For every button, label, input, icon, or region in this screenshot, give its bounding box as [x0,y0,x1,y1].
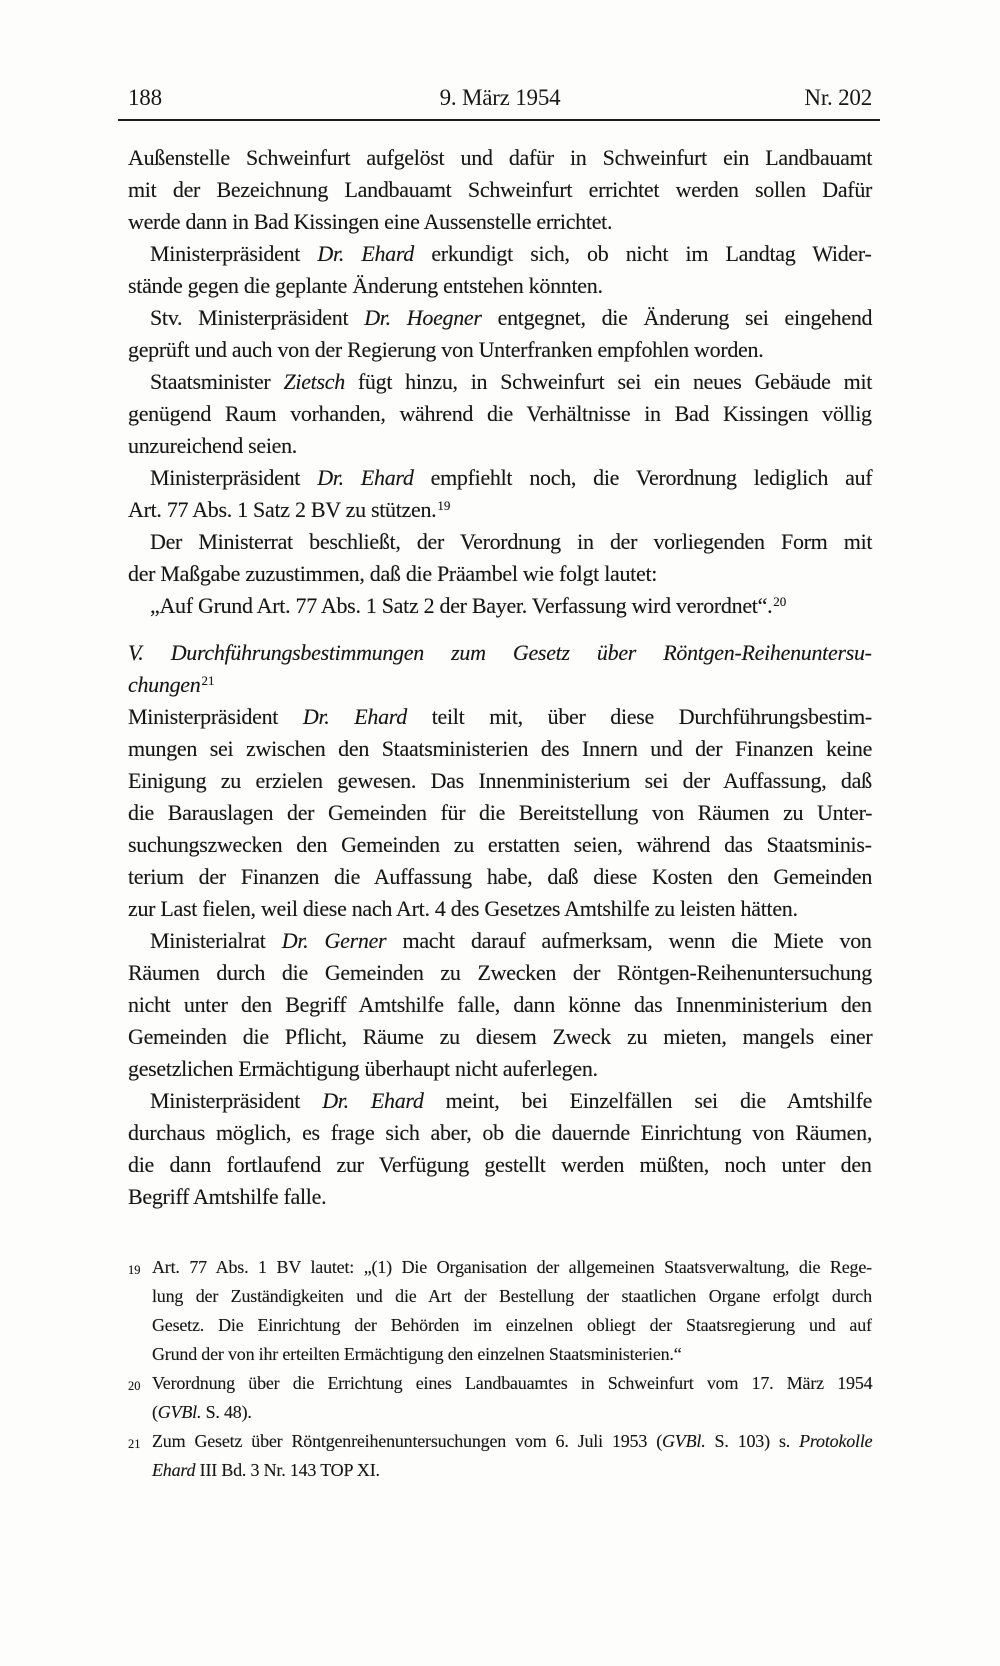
text-line [128,861,872,893]
text-line [128,1021,872,1053]
paragraph [128,701,872,925]
text-line [128,797,872,829]
text-line-content [152,1311,872,1340]
text-line-content [152,1427,872,1456]
text-line [128,558,872,590]
text-line [128,829,872,861]
text-run: entgegnet, die Änderung sei eingehend [481,305,873,330]
text-line-content [128,829,872,861]
italic-name: Ehard [152,1460,196,1480]
text-line-content [152,1253,872,1282]
text-line [128,206,872,238]
text-run: S. 103) s. [705,1431,800,1451]
text-line-content [128,1181,326,1213]
text-run: Verordnung über die Errichtung eines Landbauamtes in Schweinfurt vom 17. März 1954 [152,1373,873,1393]
text-line [128,238,872,270]
text-line-content [128,733,872,765]
italic-name: Protokolle [799,1431,873,1451]
italic-name: Dr. Ehard [322,1088,424,1113]
text-run: Ministerialrat [150,928,282,953]
text-run: der Maßgabe zuzustimmen, daß die Präambel wie folgt lautet: [128,561,658,586]
text-run: durchaus möglich, es frage sich aber, ob die dauernde Einrichtung von Räumen, [128,1120,873,1145]
text-run: „Auf Grund Art. 77 Abs. 1 Satz 2 der Bayer. Verfassung wird verordnet“. [150,593,773,618]
italic-name: Dr. Ehard [302,704,407,729]
text-line-content [150,1085,872,1117]
text-line [152,1282,872,1311]
text-run: genügend Raum vorhanden, während die Verhältnisse in Bad Kissingen völlig [128,401,872,426]
text-line-content [150,238,872,270]
text-line-content [128,430,297,462]
text-line-content [152,1282,872,1311]
text-run: Grund der von ihr erteilten Ermächtigung den einzelnen Staatsministerien.“ [152,1344,682,1364]
header-rule [118,119,880,121]
text-line [128,270,872,302]
body-text [128,142,872,1213]
text-line [152,1456,872,1485]
text-run: mungen sei zwischen den Staatsministerien des Innern und der Finanzen keine [128,736,873,761]
footnote-marker: 21 [128,1437,141,1451]
italic-name: Dr. Ehard [317,241,415,266]
text-line [152,1253,872,1282]
text-line [128,669,872,701]
text-run: Außenstelle Schweinfurt aufgelöst und dafür in Schweinfurt ein Landbauamt [128,145,873,170]
text-run: chungen [128,672,201,697]
text-run: macht darauf aufmerksam, wenn die Miete von [386,928,872,953]
text-run: V. Durchführungsbestimmungen zum Gesetz über Röntgen-Reihenuntersu- [128,640,872,665]
text-line [128,989,872,1021]
text-run: Gesetz. Die Einrichtung der Behörden im einzelnen obliegt der Staatsregierung und auf [152,1315,872,1335]
text-line [128,925,872,957]
text-line [128,1053,872,1085]
text-line-content [128,1021,872,1053]
text-run: Ministerpräsident [150,465,318,490]
text-run: Ministerpräsident [150,241,318,266]
footnote-ref: 21 [201,673,215,688]
paragraph [128,590,872,622]
header-date: 9. März 1954 [439,85,561,110]
text-line-content [128,637,872,669]
text-line [128,430,872,462]
text-run: lung der Zuständigkeiten und die Art der Bestellung der staatlichen Organe erfolgt durch [152,1286,872,1306]
text-run: meint, bei Einzelfällen sei die Amtshilfe [423,1088,873,1113]
text-line [128,1149,872,1181]
footnote [128,1427,872,1485]
text-line [152,1398,872,1427]
text-line [128,1085,872,1117]
text-line-content [128,270,603,302]
italic-name: GVBl. [157,1402,202,1422]
issue-number: Nr. 202 [804,85,873,110]
text-run: empfiehlt noch, die Verordnung lediglich auf [413,465,873,490]
text-line-content [128,765,872,797]
paragraph [128,1085,872,1213]
footnote [128,1253,872,1369]
text-run: Ministerpräsident [150,1088,323,1113]
text-run: Gemeinden die Pflicht, Räume zu diesem Zweck zu mieten, mangels einer [128,1024,873,1049]
text-run: erkundigt sich, ob nicht im Landtag Wider- [414,241,872,266]
text-run: suchungszwecken den Gemeinden zu erstatten seien, während das Staatsminis- [128,832,872,857]
italic-name: Zietsch [283,369,345,394]
text-run: Art. 77 Abs. 1 Satz 2 BV zu stützen. [128,497,437,522]
text-line [128,462,872,494]
text-run: gesetzlichen Ermächtigung überhaupt nicht auferlegen. [128,1056,598,1081]
text-line [128,142,872,174]
text-line [128,733,872,765]
footnote-ref: 19 [437,498,451,513]
text-line-content [128,1149,872,1181]
text-run: Stv. Ministerpräsident [150,305,365,330]
text-line [128,893,872,925]
text-line-content [128,669,214,704]
paragraph [128,462,872,526]
text-line [152,1311,872,1340]
text-line-content [150,526,872,558]
italic-name: Dr. Gerner [281,928,387,953]
text-run: die Barauslagen der Gemeinden für die Bereitstellung von Räumen zu Unter- [128,800,873,825]
text-run: S. 48). [201,1402,252,1422]
text-line-content [128,1053,598,1085]
text-line [128,590,872,622]
text-run: Zum Gesetz über Röntgenreihenuntersuchungen vom 6. Juli 1953 ( [152,1431,662,1451]
text-run: III Bd. 3 Nr. 143 TOP XI. [195,1460,380,1480]
footnote-ref: 20 [773,594,787,609]
text-line-content [150,462,872,494]
footnote-marker: 19 [128,1263,141,1277]
paragraph [128,526,872,590]
text-line-content [128,861,872,893]
text-line-content [128,989,872,1021]
page-number: 188 [128,85,162,110]
text-run: zur Last fielen, weil diese nach Art. 4 des Gesetzes Amtshilfe zu leisten hätten. [128,896,798,921]
text-line-content [152,1398,252,1427]
section-heading [128,637,872,701]
text-line-content [150,366,872,398]
paragraph [128,925,872,1085]
paragraph [128,302,872,366]
text-line-content [150,925,872,957]
text-run: Staatsminister [150,369,284,394]
text-run: werde dann in Bad Kissingen eine Aussenstelle errichtet. [128,209,613,234]
footnotes-section [128,1253,872,1485]
text-line-content [128,398,872,430]
text-run: fügt hinzu, in Schweinfurt sei ein neues Gebäude mit [344,369,873,394]
text-line [128,637,872,669]
italic-name: GVBl. [662,1431,706,1451]
text-run: Begriff Amtshilfe falle. [128,1184,327,1209]
text-line [128,1117,872,1149]
text-line [128,494,872,526]
text-line-content [128,701,872,733]
text-run: die dann fortlaufend zur Verfügung gestellt werden müßten, noch unter den [128,1152,872,1177]
text-line-content [128,494,450,529]
text-run: nicht unter den Begriff Amtshilfe falle, dann könne das Innenministerium den [128,992,872,1017]
text-line [128,366,872,398]
footnote [128,1369,872,1427]
text-line [128,334,872,366]
text-line-content [128,174,872,206]
text-line-content [150,590,786,625]
text-run: geprüft und auch von der Regierung von Unterfranken empfohlen worden. [128,337,764,362]
text-line [128,957,872,989]
footnote-marker: 20 [128,1379,141,1393]
text-line [152,1369,872,1398]
italic-name: Dr. Ehard [317,465,414,490]
text-line-content [152,1456,380,1485]
text-line [128,765,872,797]
text-run: Ministerpräsident [128,704,303,729]
text-line [152,1340,872,1369]
paragraph [128,142,872,238]
text-run: unzureichend seien. [128,433,298,458]
text-run: terium der Finanzen die Auffassung habe, daß diese Kosten den Gemeinden [128,864,873,889]
paragraph [128,238,872,302]
text-line-content [152,1340,682,1369]
text-line-content [150,302,872,334]
text-line-content [128,334,763,366]
text-line [128,398,872,430]
text-run: stände gegen die geplante Änderung entstehen könnten. [128,273,603,298]
text-run: ( [152,1402,158,1422]
text-run: mit der Bezeichnung Landbauamt Schweinfurt errichtet werden sollen Dafür [128,177,873,202]
text-run: Einigung zu erzielen gewesen. Das Innenministerium sei der Auffassung, daß [128,768,872,793]
text-line-content [128,797,872,829]
text-line [128,526,872,558]
text-line-content [128,1117,872,1149]
text-line [128,701,872,733]
page-header [128,0,872,112]
text-line-content [152,1369,872,1398]
paragraph [128,366,872,462]
text-line [128,1181,872,1213]
text-line-content [128,957,872,989]
text-line-content [128,893,798,925]
text-line [128,302,872,334]
italic-name: Dr. Hoegner [364,305,482,330]
text-run: Räumen durch die Gemeinden zu Zwecken der Röntgen-Reihenuntersuchung [128,960,872,985]
text-run: Art. 77 Abs. 1 BV lautet: „(1) Die Organisation der allgemeinen Staatsverwaltung, die Rege- [152,1257,872,1277]
text-line-content [128,142,872,174]
text-line-content [128,558,657,590]
text-run: teilt mit, über diese Durchführungsbestim- [406,704,872,729]
text-line [152,1427,872,1456]
text-run: Der Ministerrat beschließt, der Verordnung in der vorliegenden Form mit [150,529,873,554]
text-line [128,174,872,206]
text-line-content [128,206,612,238]
